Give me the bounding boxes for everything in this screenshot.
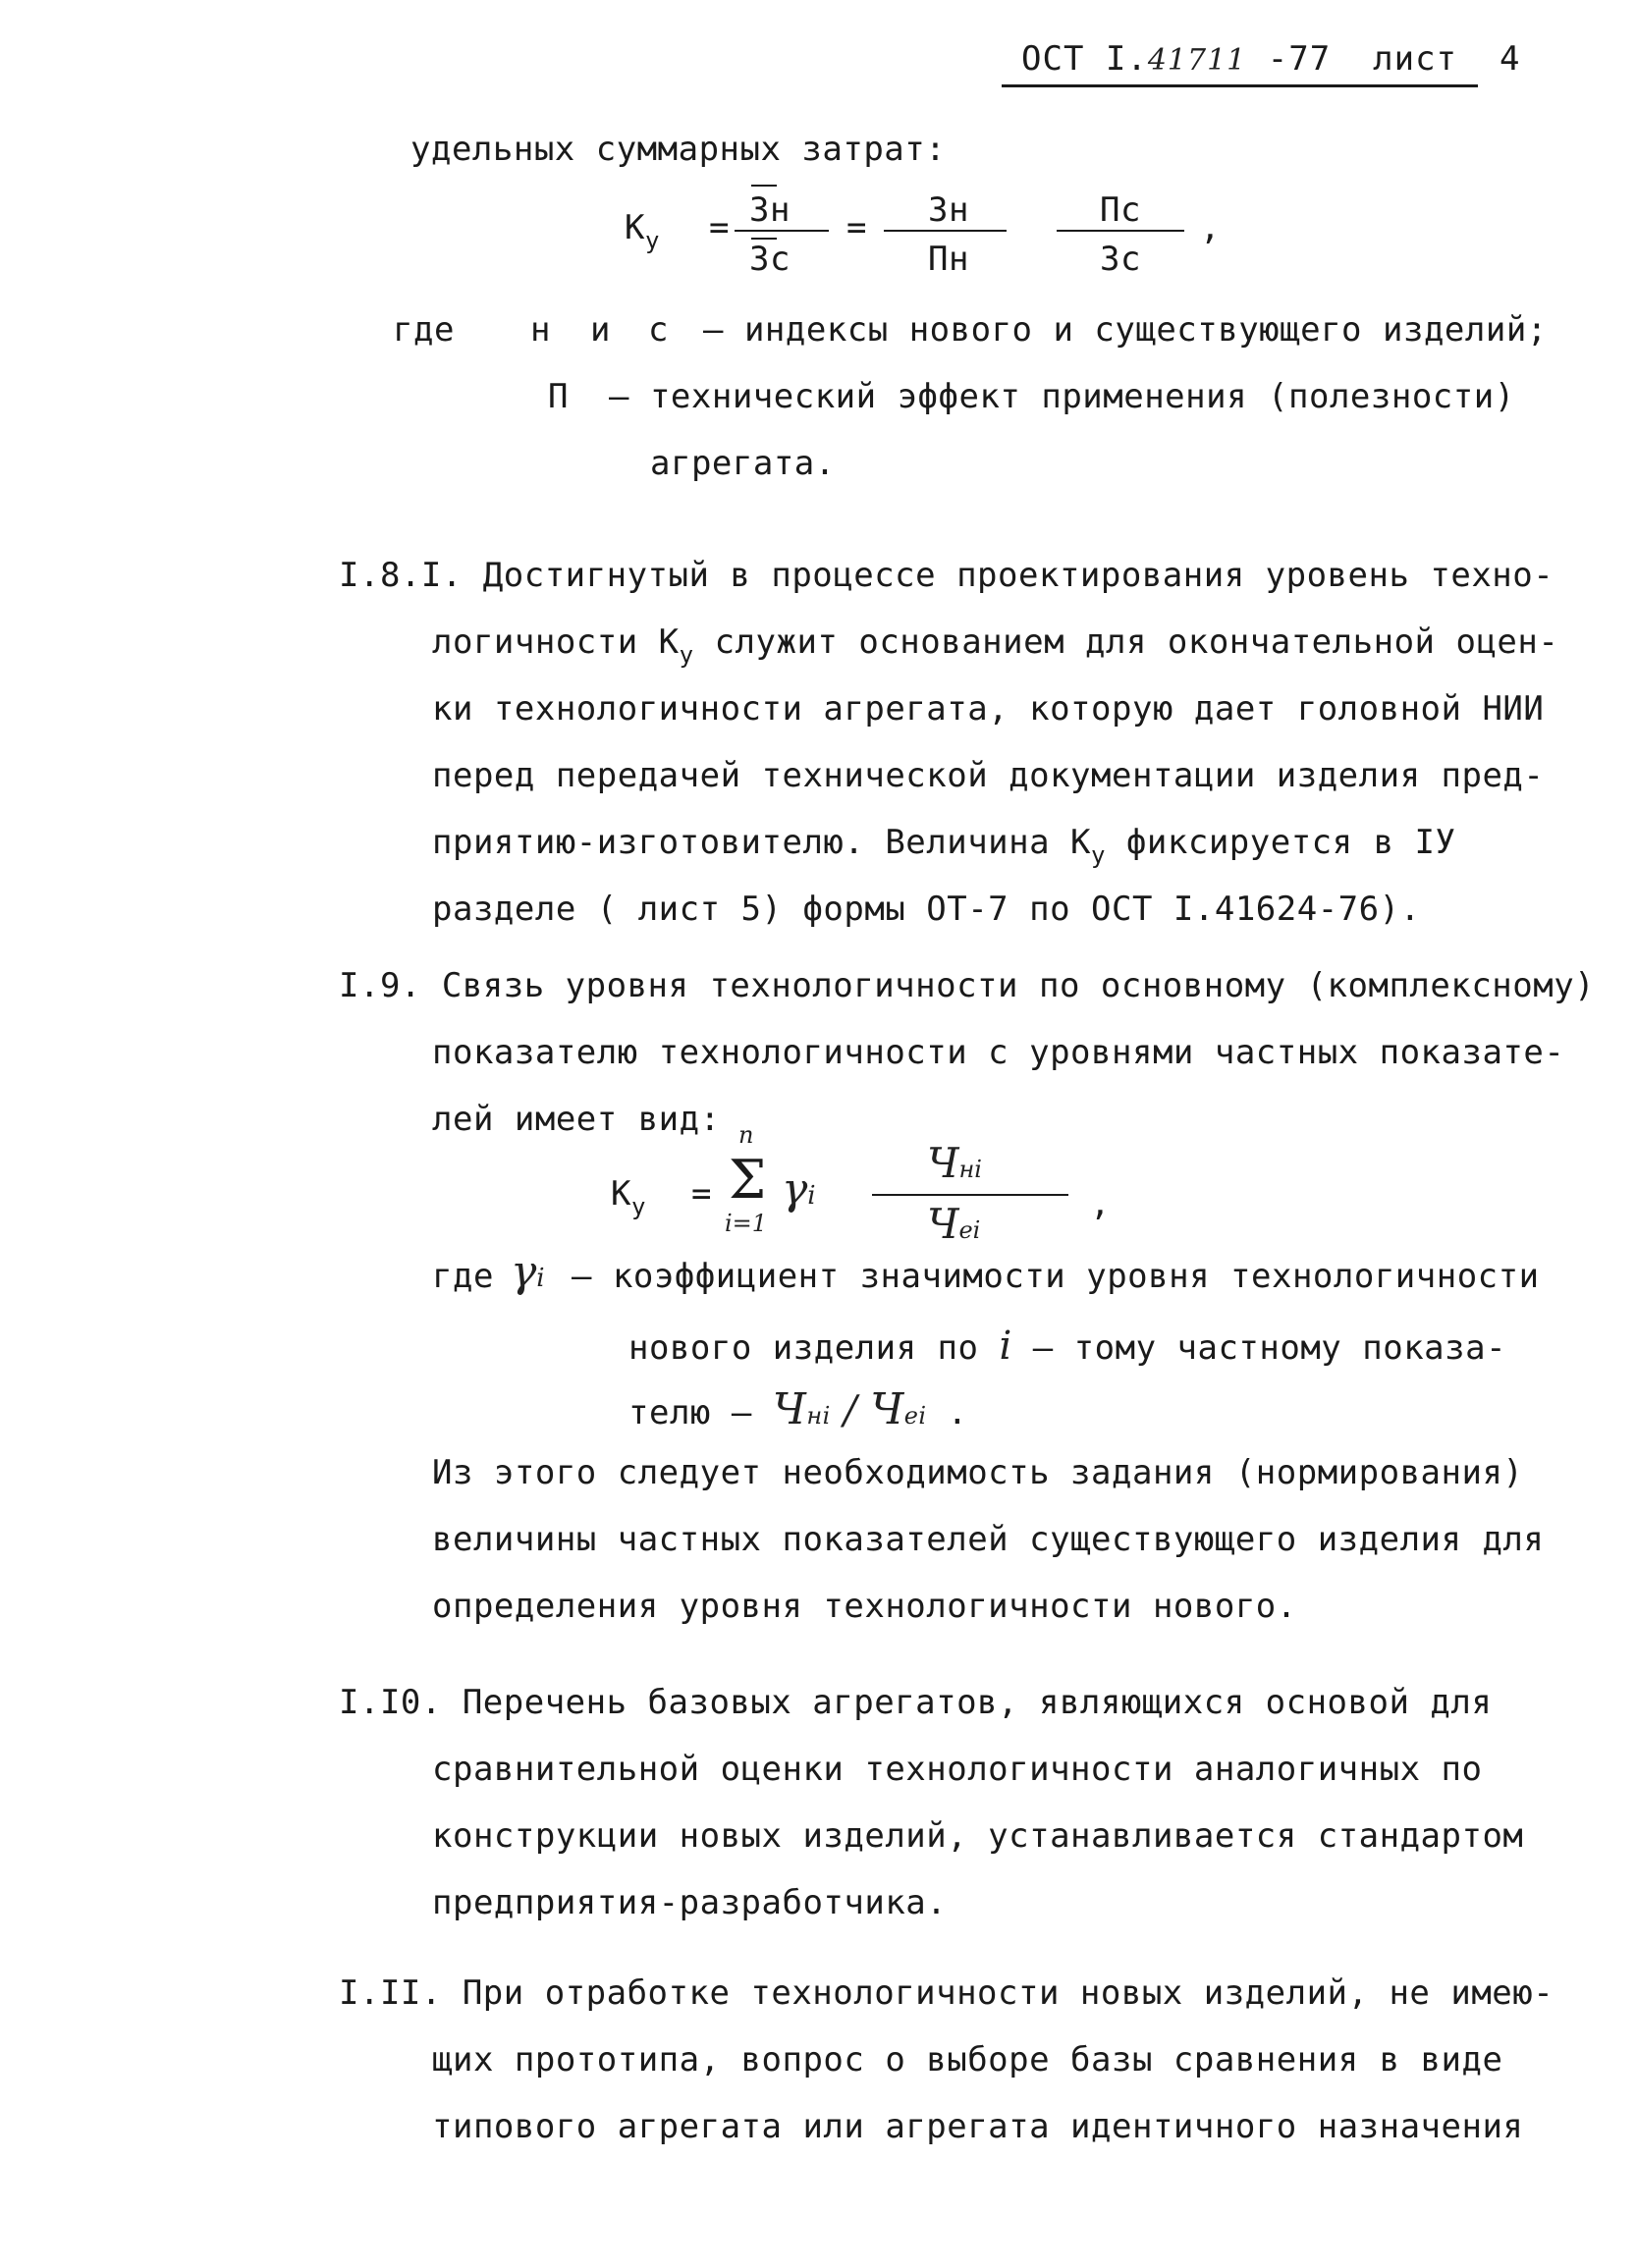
p181-line-1: I.8.I. Достигнутый в процессе проектирования уровень техно- xyxy=(339,556,1554,595)
p181-line-4: перед передачей технической документации изделия пред- xyxy=(432,756,1545,795)
formula1-eq: = xyxy=(709,208,730,247)
p181-line-3: ки технологичности агрегата, которую дает головной НИИ xyxy=(432,689,1545,729)
conclusion-line-3: определения уровня технологичности нового. xyxy=(432,1587,1297,1626)
formula1-den3: Зс xyxy=(1100,240,1141,279)
p19-line-2: показателю технологичности с уровнями частных показате- xyxy=(432,1033,1565,1072)
formula1-bar1 xyxy=(735,230,829,232)
p19-line-3: лей имеет вид: xyxy=(432,1100,721,1139)
formula2-num: Ч xyxy=(927,1139,959,1187)
p110-line-1: I.I0. Перечень базовых агрегатов, являющихся основой для xyxy=(339,1683,1493,1722)
formula2-den-sub: ei xyxy=(958,1216,981,1244)
conclusion-line-2: величины частных показателей существующего изделия для xyxy=(432,1520,1545,1559)
formula2-gamma: γ xyxy=(782,1164,808,1215)
formula1-lhs: К xyxy=(625,208,645,247)
where2-line-1: – коэффициент значимости уровня технологичности xyxy=(572,1257,1540,1296)
formula2-bar xyxy=(872,1194,1068,1196)
header-underline xyxy=(1002,84,1478,87)
formula1-den1: Зс xyxy=(749,240,791,279)
where1-idx-text: – индексы нового и существующего изделий; xyxy=(703,310,1548,350)
formula1-lhs-sub: у xyxy=(644,227,660,254)
where1-idx-c: с xyxy=(648,310,669,350)
formula1-bar3 xyxy=(1057,230,1184,232)
formula1-num1: Зн xyxy=(749,190,791,230)
formula1-num2: Зн xyxy=(928,190,969,230)
formula2-den: Ч xyxy=(927,1200,959,1248)
formula2-sum-bottom: i=1 xyxy=(725,1210,768,1237)
p19-line-1: I.9. Связь уровня технологичности по основному (комплексному) xyxy=(339,966,1596,1005)
doc-code: ОСТ I. xyxy=(1021,39,1148,79)
where1-idx-and: и xyxy=(590,310,611,350)
p181-line-6: разделе ( лист 5) формы ОТ-7 по ОСТ I.41624-76). xyxy=(432,890,1421,929)
doc-year: -77 xyxy=(1267,39,1332,79)
p110-line-4: предприятия-разработчика. xyxy=(432,1883,948,1922)
formula1-den1-overline xyxy=(751,238,777,240)
sheet-number: 4 xyxy=(1499,39,1521,79)
formula1-num3: Пс xyxy=(1100,190,1141,230)
formula1-den2: Пн xyxy=(928,240,969,279)
where2-line-3: телю – Чнi / Чei . xyxy=(628,1384,968,1434)
where1-p-text-1: – технический эффект применения (полезности) xyxy=(609,377,1515,416)
p110-line-2: сравнительной оценки технологичности аналогичных по xyxy=(432,1750,1483,1789)
where2-gamma-sub: i xyxy=(536,1264,545,1293)
formula2-eq: = xyxy=(691,1174,712,1214)
doc-number-handwritten: 41711 xyxy=(1147,43,1247,78)
formula1-tail: , xyxy=(1200,208,1221,247)
where1-label: где xyxy=(393,310,455,350)
formula2-gamma-sub: i xyxy=(807,1181,816,1211)
p111-line-3: типового агрегата или агрегата идентичного назначения xyxy=(432,2107,1524,2146)
intro-text: удельных суммарных затрат: xyxy=(410,130,947,169)
p111-line-2: щих прототипа, вопрос о выборе базы сравнения в виде xyxy=(432,2040,1503,2079)
p181-line-2: логичности $К_у$ служит основанием для окончательной оцен- xyxy=(432,622,1559,669)
page-header xyxy=(1021,39,1520,79)
where1-p-text-2: агрегата. xyxy=(650,444,836,483)
where1-p-symbol: П xyxy=(548,377,569,416)
where2-label: где xyxy=(432,1257,494,1296)
p181-line-5: приятию-изготовителю. Величина $К_у$ фиксируется в IУ xyxy=(432,823,1456,869)
formula1-bar2 xyxy=(884,230,1007,232)
where2-line-2: нового изделия по i – тому частному показа- xyxy=(628,1323,1507,1369)
formula2-lhs-sub: у xyxy=(630,1193,646,1220)
formula2-tail: , xyxy=(1090,1184,1111,1223)
p111-line-1: I.II. При отработке технологичности новых изделий, не имею- xyxy=(339,1973,1554,2013)
conclusion-line-1: Из этого следует необходимость задания (нормирования) xyxy=(432,1453,1524,1492)
formula2-lhs: К xyxy=(611,1174,631,1214)
formula2-num-sub: нi xyxy=(958,1156,982,1183)
formula2-sum-sign: Σ xyxy=(729,1149,767,1211)
formula2-sum-top: n xyxy=(738,1121,754,1149)
formula1-eq2: = xyxy=(846,208,867,247)
where1-idx-n: н xyxy=(530,310,551,350)
p110-line-3: конструкции новых изделий, устанавливается стандартом xyxy=(432,1816,1524,1856)
formula1-num1-overline xyxy=(751,185,777,187)
where2-gamma: γ xyxy=(511,1247,537,1297)
sheet-label: лист xyxy=(1373,39,1458,79)
